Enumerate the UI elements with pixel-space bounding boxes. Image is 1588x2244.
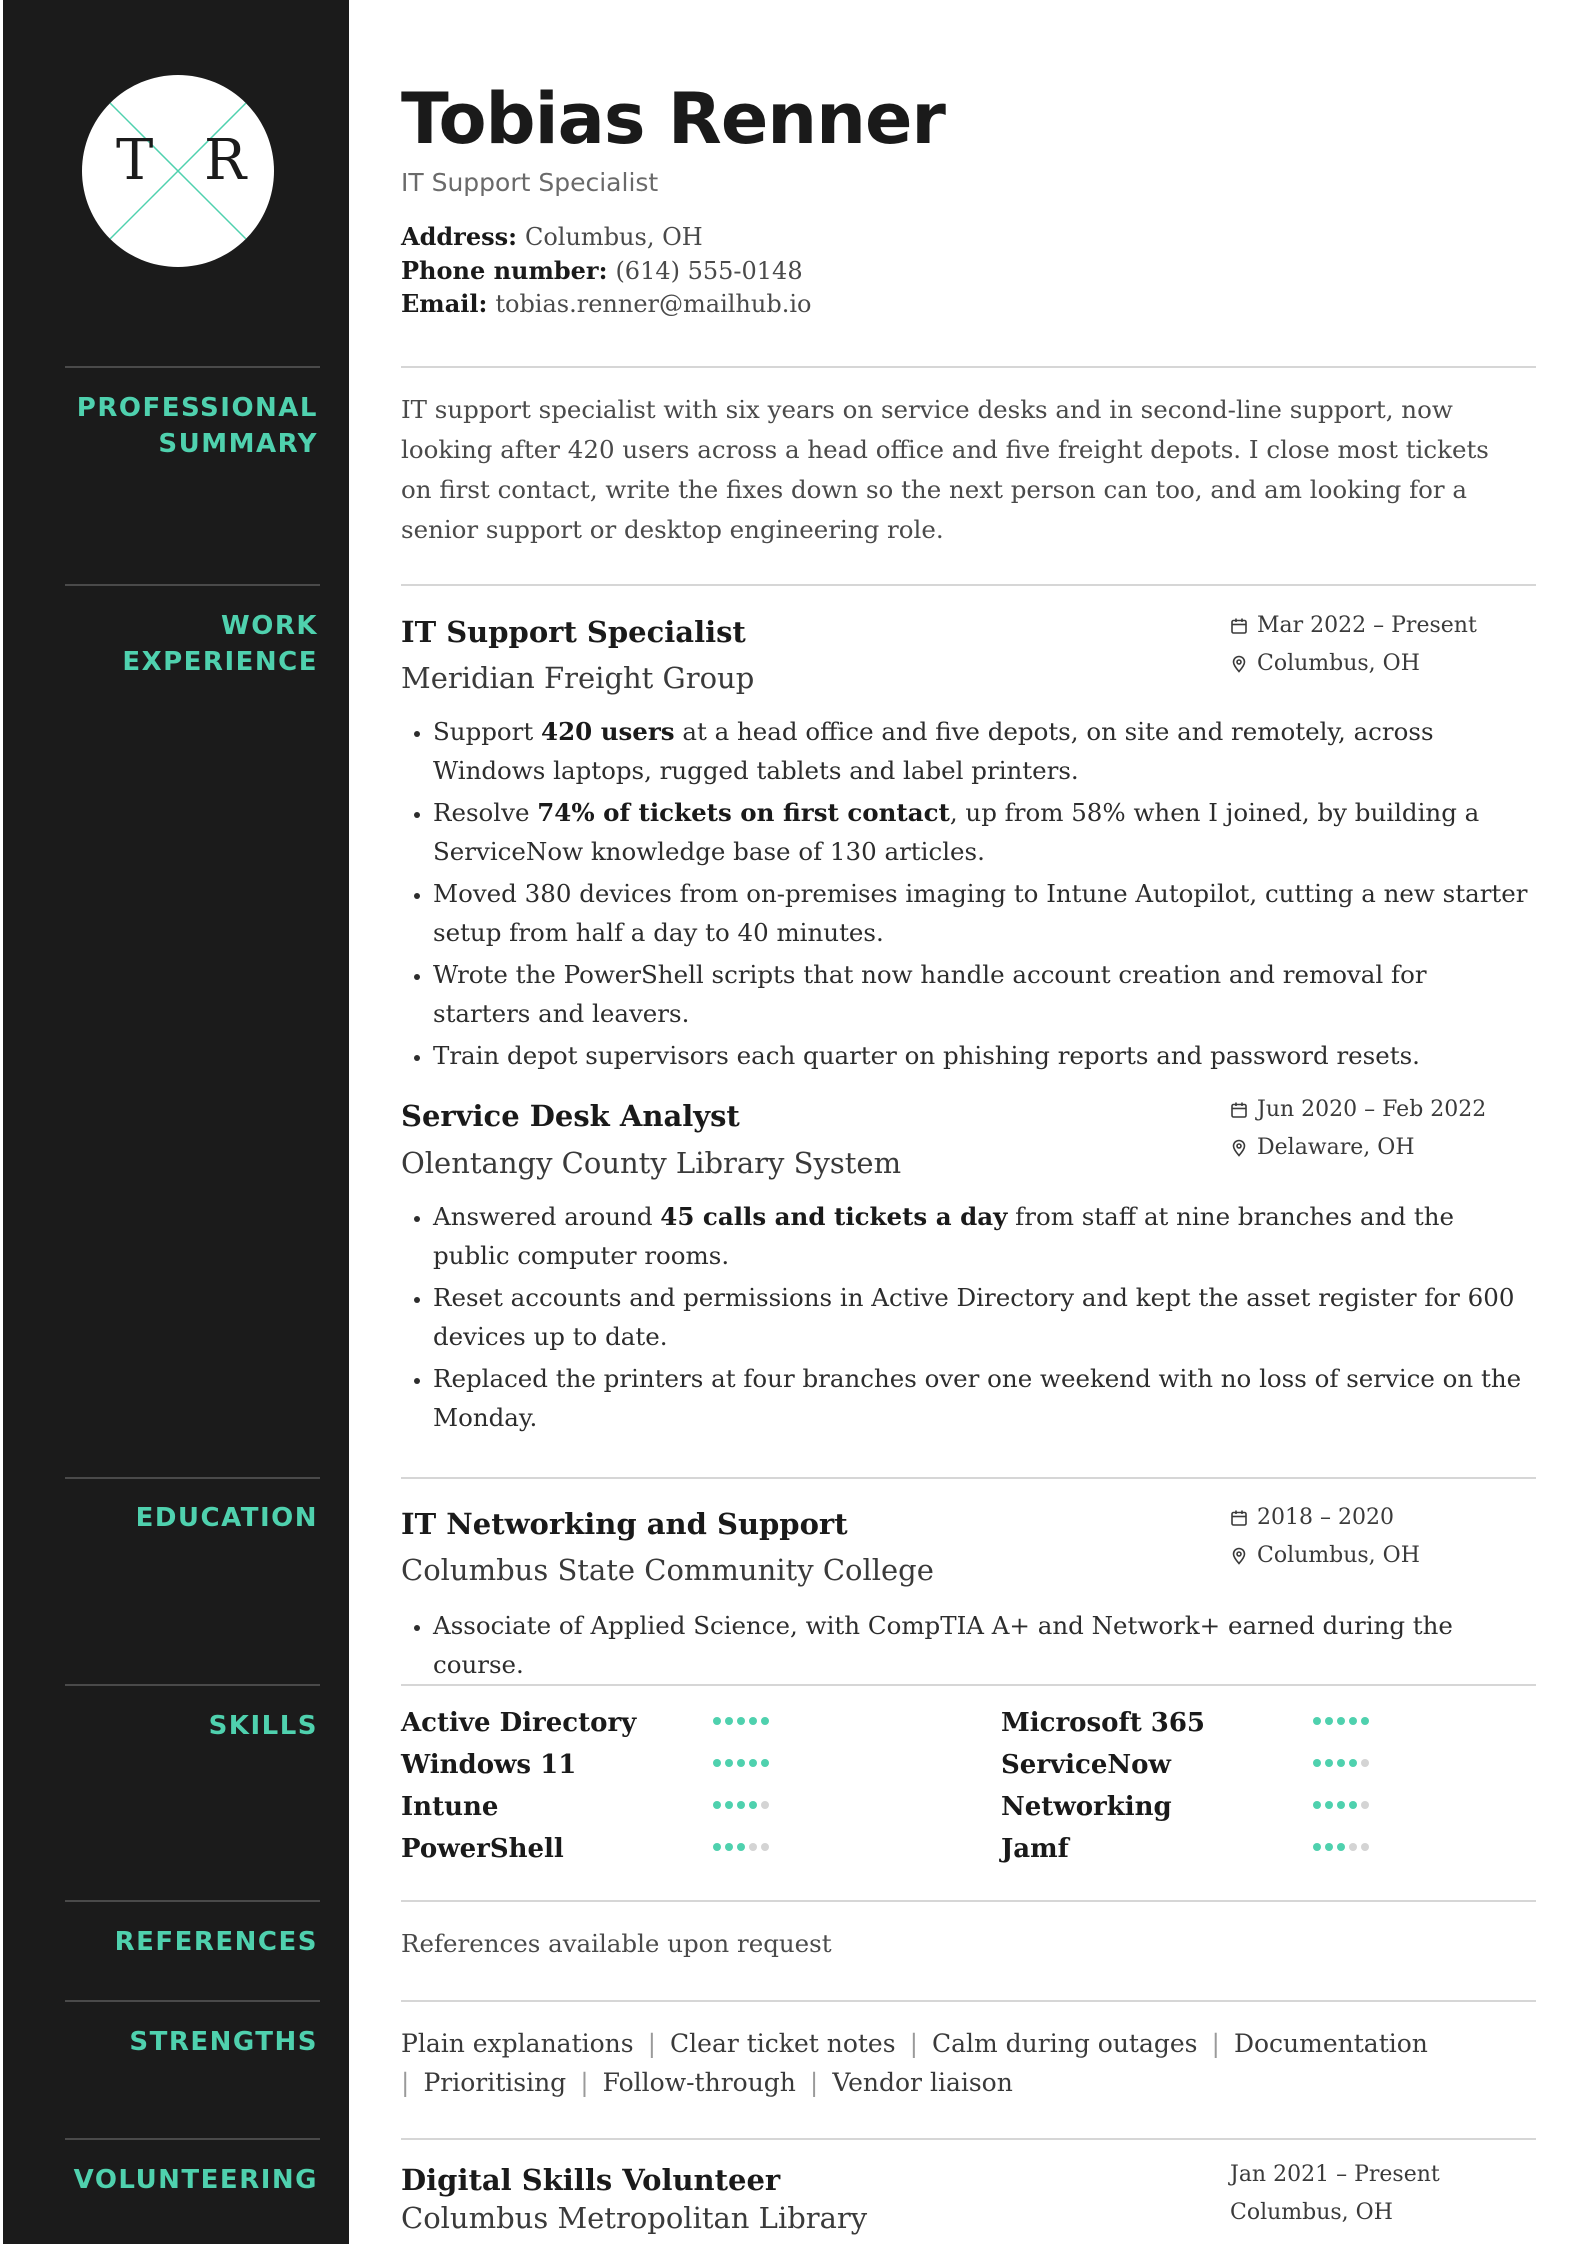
job-location-text: Columbus, OH (1257, 651, 1420, 676)
strength-item: Follow-through (602, 2068, 796, 2097)
rating-dot-empty (1349, 1843, 1357, 1851)
contact-value: Columbus, OH (524, 223, 703, 251)
rating-dot-filled (1325, 1843, 1333, 1851)
rating-dot-filled (1349, 1759, 1357, 1767)
rating-dot-filled (737, 1759, 745, 1767)
rating-dot-filled (1337, 1843, 1345, 1851)
rating-dot-filled (1325, 1717, 1333, 1725)
bullet-text: Train depot supervisors each quarter on phishing reports and password resets. (433, 1041, 1420, 1070)
references-text: References available upon request (401, 1929, 832, 1958)
rating-dot-filled (713, 1801, 721, 1809)
job-bullet (433, 1359, 1531, 1437)
contact-label: Email: (401, 289, 488, 318)
job-organization: Meridian Freight Group (401, 661, 755, 695)
skill-name: Active Directory (401, 1708, 637, 1738)
volunteer-organization: Columbus Metropolitan Library (401, 2201, 868, 2235)
education-bullets (401, 1606, 1531, 1687)
bullet-text: Moved 380 devices from on-premises imaging to Intune Autopilot, cutting a new starter setup from half a day to 40 minutes. (433, 879, 1528, 947)
sidebar (0, 0, 349, 2244)
job-dates-text: Mar 2022 – Present (1257, 613, 1477, 638)
rating-dot-filled (1361, 1717, 1369, 1725)
skill-name: Networking (1001, 1792, 1172, 1822)
rating-dot-filled (1325, 1801, 1333, 1809)
education-location (1230, 1541, 1420, 1571)
bullet-highlight: 420 users (541, 717, 675, 746)
strength-separator: | (909, 2029, 918, 2058)
job-bullet (433, 793, 1531, 871)
monogram-avatar (82, 75, 274, 267)
rating-dot-filled (1313, 1717, 1321, 1725)
bullet-highlight: 74% of tickets on first contact (537, 798, 950, 827)
job-title: IT Support Specialist (401, 615, 746, 649)
rating-dot-filled (1313, 1843, 1321, 1851)
rating-dot-empty (749, 1843, 757, 1851)
bullet-highlight: 45 calls and tickets a day (660, 1202, 1008, 1231)
job-bullet (433, 1278, 1531, 1356)
skill-name: Microsoft 365 (1001, 1708, 1206, 1738)
rating-dot-filled (1349, 1717, 1357, 1725)
bullet-text: at a head office and five depots, on site and remotely, across Windows laptops, rugged tablets and label printers. (433, 717, 1434, 785)
contact-phone (401, 254, 803, 288)
candidate-name: Tobias Renner (401, 78, 945, 160)
section-label-line: WORK (221, 611, 318, 641)
job-location-text: Delaware, OH (1257, 1135, 1415, 1160)
bullet-text: from staff at nine branches and the public computer rooms. (433, 1202, 1454, 1270)
monogram-second-initial: R (204, 128, 247, 193)
bullet-text: Replaced the printers at four branches over one weekend with no loss of service on the Monday. (433, 1364, 1522, 1432)
strength-separator: | (1211, 2029, 1220, 2058)
rating-dot-filled (725, 1801, 733, 1809)
job-location (1230, 1133, 1415, 1163)
rating-dot-empty (761, 1801, 769, 1809)
rating-dot-filled (713, 1759, 721, 1767)
rating-dot-filled (1337, 1801, 1345, 1809)
monogram-first-initial: T (116, 128, 154, 193)
strength-separator: | (647, 2029, 657, 2058)
education-location-text: Columbus, OH (1257, 1543, 1420, 1568)
strengths-list (401, 2024, 1521, 2102)
rating-dot-filled (737, 1843, 745, 1851)
volunteer-title: Digital Skills Volunteer (401, 2163, 781, 2197)
rating-dot-filled (725, 1759, 733, 1767)
section-label-line: PROFESSIONAL (76, 393, 318, 423)
strength-item: Documentation (1233, 2029, 1428, 2058)
rating-dot-filled (725, 1717, 733, 1725)
calendar-icon (1230, 617, 1248, 635)
bullet-text: Support (433, 717, 542, 746)
sidebar-divider (65, 584, 320, 586)
job-bullet (433, 712, 1531, 790)
job-bullet (433, 1197, 1531, 1275)
rating-dot-filled (1337, 1759, 1345, 1767)
map-pin-icon (1230, 1547, 1248, 1565)
rating-dot-filled (725, 1843, 733, 1851)
sidebar-divider (65, 366, 320, 368)
calendar-icon (1230, 1101, 1248, 1119)
skill-rating (713, 1759, 769, 1767)
strength-item: Prioritising (423, 2068, 567, 2097)
skill-rating (1313, 1843, 1369, 1851)
education-dates-text: 2018 – 2020 (1257, 1505, 1394, 1530)
contact-email (401, 287, 811, 321)
job-dates (1230, 611, 1477, 641)
rating-dot-empty (1361, 1801, 1369, 1809)
rating-dot-filled (749, 1801, 757, 1809)
section-label-volunteering: VOLUNTEERING (73, 2165, 318, 2195)
job-title: Service Desk Analyst (401, 1099, 740, 1133)
bullet-text: Answered around (433, 1202, 661, 1231)
job-bullet (433, 874, 1531, 952)
volunteer-location: Columbus, OH (1230, 2200, 1393, 2225)
volunteer-dates: Jan 2021 – Present (1230, 2162, 1440, 2187)
rating-dot-filled (713, 1717, 721, 1725)
section-label-line: EXPERIENCE (122, 647, 318, 677)
rating-dot-filled (737, 1717, 745, 1725)
contact-address (401, 220, 703, 254)
sidebar-divider (65, 1477, 320, 1479)
job-location (1230, 649, 1420, 679)
job-bullets (401, 712, 1531, 1078)
section-label-line: SUMMARY (158, 429, 318, 459)
rating-dot-filled (713, 1843, 721, 1851)
section-divider (401, 1477, 1536, 1479)
education-dates (1230, 1503, 1394, 1533)
section-label-education: EDUCATION (135, 1503, 318, 1533)
education-bullet: • Associate of Applied Science, with CompTIA A+ and Network+ earned during the course. (433, 1606, 1531, 1684)
job-bullet (433, 955, 1531, 1033)
section-label-summary (58, 390, 318, 462)
summary-text: IT support specialist with six years on service desks and in second-line support, now looking after 420 users across a head office and five freight depots. I close most tickets on first contact, write the fixes down so the next person can too, and am looking for a senior support or desktop engineering role. (401, 395, 1489, 544)
section-divider (401, 366, 1536, 368)
sidebar-divider (65, 2138, 320, 2140)
section-label-work-experience (58, 608, 318, 680)
skill-name: Jamf (1001, 1834, 1069, 1864)
rating-dot-filled (761, 1717, 769, 1725)
skill-rating (1313, 1801, 1369, 1809)
education-institution: Columbus State Community College (401, 1553, 934, 1587)
strength-item: Clear ticket notes (670, 2029, 896, 2058)
contact-label: Phone number: (401, 256, 608, 285)
job-dates (1230, 1095, 1486, 1125)
rating-dot-filled (1313, 1801, 1321, 1809)
rating-dot-filled (1313, 1759, 1321, 1767)
skill-rating (713, 1801, 769, 1809)
skill-name: Intune (401, 1792, 499, 1822)
bullet-text: Reset accounts and permissions in Active Directory and kept the asset register for 600 devices up to date. (433, 1283, 1515, 1351)
strength-item: Calm during outages (932, 2029, 1198, 2058)
strength-separator: | (401, 2068, 410, 2097)
rating-dot-filled (749, 1759, 757, 1767)
skill-name: PowerShell (401, 1834, 564, 1864)
section-divider (401, 1684, 1536, 1686)
section-label-references: REFERENCES (114, 1927, 318, 1957)
sidebar-divider (65, 1900, 320, 1902)
job-bullet (433, 1036, 1531, 1075)
job-dates-text: Jun 2020 – Feb 2022 (1257, 1097, 1487, 1122)
section-divider (401, 2138, 1536, 2140)
skill-name: Windows 11 (401, 1750, 577, 1780)
section-divider (401, 1900, 1536, 1902)
bullet-text: , up from 58% when I joined, by building a ServiceNow knowledge base of 130 articles. (433, 798, 1480, 866)
strength-separator: | (809, 2068, 819, 2097)
strength-item: Vendor liaison (832, 2068, 1013, 2097)
section-divider (401, 2000, 1536, 2002)
skill-rating (713, 1717, 769, 1725)
candidate-title: IT Support Specialist (401, 168, 659, 197)
rating-dot-empty (1361, 1759, 1369, 1767)
strength-separator: | (580, 2068, 589, 2097)
contact-label: Address: (401, 222, 517, 251)
skill-name: ServiceNow (1001, 1750, 1171, 1780)
section-label-strengths: STRENGTHS (129, 2027, 318, 2057)
rating-dot-filled (1349, 1801, 1357, 1809)
skill-rating (1313, 1759, 1369, 1767)
rating-dot-filled (761, 1759, 769, 1767)
sidebar-divider (65, 2000, 320, 2002)
education-title: IT Networking and Support (401, 1507, 848, 1541)
rating-dot-filled (1337, 1717, 1345, 1725)
sidebar-divider (65, 1684, 320, 1686)
contact-value: (614) 555-0148 (615, 257, 803, 285)
calendar-icon (1230, 1509, 1248, 1527)
rating-dot-empty (1361, 1843, 1369, 1851)
bullet-text: Wrote the PowerShell scripts that now handle account creation and removal for starters and leavers. (433, 960, 1427, 1028)
skill-rating (713, 1843, 769, 1851)
job-organization: Olentangy County Library System (401, 1146, 902, 1180)
job-bullets (401, 1197, 1531, 1440)
skill-rating (1313, 1717, 1369, 1725)
rating-dot-filled (749, 1717, 757, 1725)
strength-item: Plain explanations (401, 2029, 634, 2058)
rating-dot-empty (761, 1843, 769, 1851)
rating-dot-filled (1325, 1759, 1333, 1767)
section-label-skills: SKILLS (208, 1711, 318, 1741)
rating-dot-filled (737, 1801, 745, 1809)
section-divider (401, 584, 1536, 586)
map-pin-icon (1230, 1139, 1248, 1157)
contact-value[interactable]: tobias.renner@mailhub.io (495, 290, 812, 318)
map-pin-icon (1230, 655, 1248, 673)
bullet-text: Resolve (433, 798, 538, 827)
